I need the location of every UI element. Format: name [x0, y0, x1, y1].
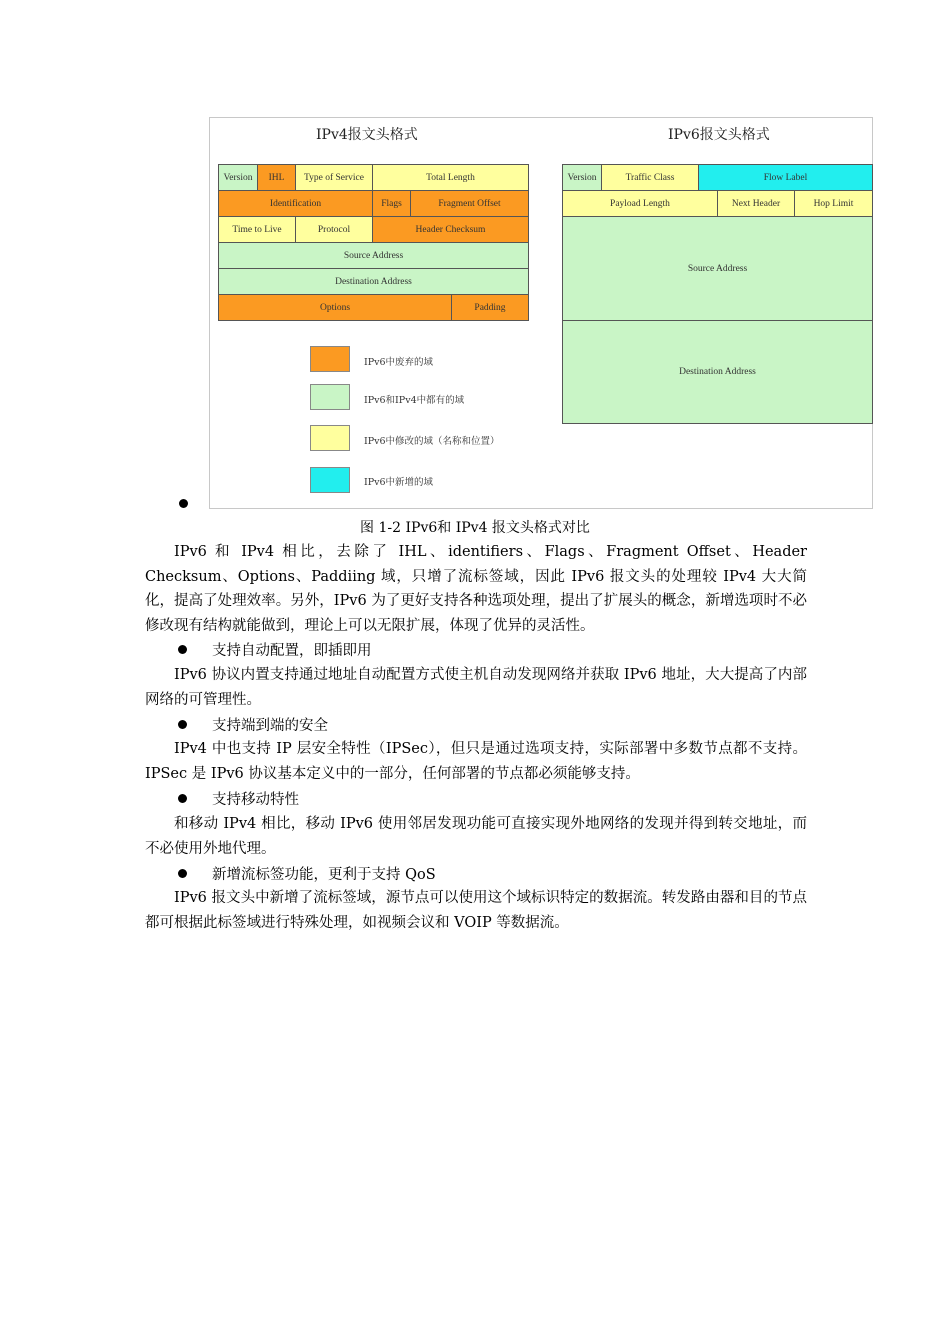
header-format-figure [209, 117, 873, 509]
ipv4-fragment-offset-field: Fragment Offset [410, 190, 529, 217]
ipv4-identification-field: Identification [218, 190, 373, 217]
ipv4-flags-field: Flags [372, 190, 411, 217]
paragraph-header-comparison: IPv6 和 IPv4 相比，去除了 IHL、identifiers、Flags、Fragment Offset、Header Checksum、Options、Paddiing 域，只增了流标签域，因此 IPv6 报文头的处理较 IPv4 大大简化，提高了处理效率。另外，IPv6 为了更好支持各种选项处理，提出了扩展头的概念，新增选项时不必修改现有结构就能做到，理论上可以无限扩展，体现了优异的灵活性。 [145, 544, 807, 635]
ipv4-destination-address-field: Destination Address [218, 268, 529, 295]
ipv6-destination-address-field: Destination Address [562, 320, 873, 424]
bullet-dot [178, 720, 187, 729]
ipv4-version-field: Version [218, 164, 258, 191]
bullet-text: 支持端到端的安全 [212, 717, 328, 734]
legend-swatch-modified [310, 425, 350, 451]
bullet-dot [179, 499, 188, 508]
ipv6-hop-limit-field: Hop Limit [794, 190, 873, 217]
bullet-text: 新增流标签功能，更利于支持 QoS [212, 866, 436, 883]
bullet-mobility [178, 786, 299, 810]
bullet-dot [178, 645, 187, 654]
ipv6-source-address-field: Source Address [562, 216, 873, 321]
bullet-flow-label [178, 861, 436, 885]
bullet-auto-config [178, 637, 372, 661]
legend-label-shared: IPv6和IPv4中都有的域 [364, 395, 465, 406]
paragraph-flow-label: IPv6 报文头中新增了流标签域，源节点可以使用这个域标识特定的数据流。转发路由器和目的节点都可根据此标签域进行特殊处理，如视频会议和 VOIP 等数据流。 [145, 890, 807, 931]
paragraph-auto-config: IPv6 协议内置支持通过地址自动配置方式使主机自动发现网络并获取 IPv6 地址，大大提高了内部网络的可管理性。 [145, 667, 807, 708]
ipv4-options-field: Options [218, 294, 452, 321]
figure-caption: 图 1-2 IPv6和 IPv4 报文头格式对比 [360, 520, 590, 536]
ipv4-header-checksum-field: Header Checksum [372, 216, 529, 243]
bullet-end-to-end-security [178, 712, 328, 736]
ipv6-payload-length-field: Payload Length [562, 190, 718, 217]
ipv4-ihl-field: IHL [257, 164, 296, 191]
ipv4-tos-field: Type of Service [295, 164, 373, 191]
bullet-text: 支持移动特性 [212, 791, 299, 808]
paragraph-security: IPv4 中也支持 IP 层安全特性（IPSec），但只是通过选项支持，实际部署中多数节点都不支持。IPSec 是 IPv6 协议基本定义中的一部分，任何部署的节点都必须能够支持。 [145, 741, 807, 782]
ipv6-header-title: IPv6报文头格式 [668, 127, 770, 143]
paragraph-mobility: 和移动 IPv4 相比，移动 IPv6 使用邻居发现功能可直接实现外地网络的发现并得到转交地址，而不必使用外地代理。 [145, 816, 807, 857]
legend-swatch-deprecated [310, 346, 350, 372]
legend-label-deprecated: IPv6中废弃的域 [364, 357, 434, 368]
ipv4-protocol-field: Protocol [295, 216, 373, 243]
bullet-dot [178, 794, 187, 803]
legend-swatch-new [310, 467, 350, 493]
bullet-text: 支持自动配置，即插即用 [212, 642, 372, 659]
legend-label-new: IPv6中新增的域 [364, 477, 434, 488]
ipv6-flow-label-field: Flow Label [698, 164, 873, 191]
ipv6-next-header-field: Next Header [717, 190, 795, 217]
legend-swatch-shared [310, 384, 350, 410]
ipv4-total-length-field: Total Length [372, 164, 529, 191]
bullet-dot [178, 869, 187, 878]
legend-label-modified: IPv6中修改的域（名称和位置） [364, 436, 500, 447]
ipv4-ttl-field: Time to Live [218, 216, 296, 243]
ipv4-header-title: IPv4报文头格式 [316, 127, 418, 143]
ipv6-version-field: Version [562, 164, 602, 191]
ipv4-source-address-field: Source Address [218, 242, 529, 269]
ipv4-padding-field: Padding [451, 294, 529, 321]
ipv6-traffic-class-field: Traffic Class [601, 164, 699, 191]
